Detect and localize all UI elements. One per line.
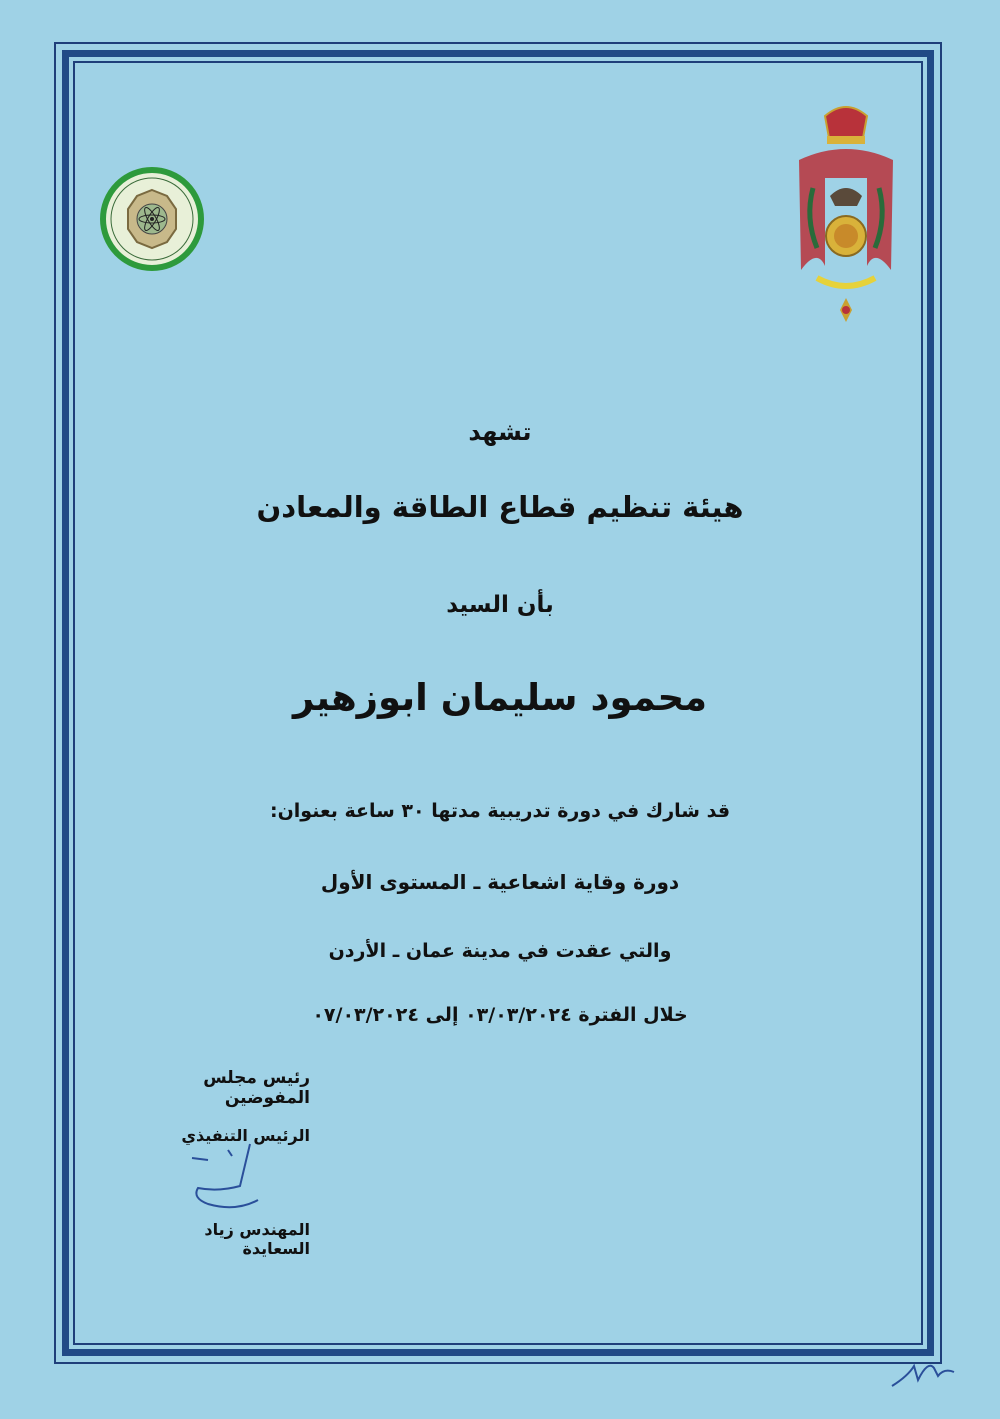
- emrc-logo: [100, 108, 204, 330]
- participation-text: قد شارك في دورة تدريبية مدتها ٣٠ ساعة بعنوان:: [269, 800, 731, 822]
- recipient-name: محمود سليمان ابوزهير: [292, 676, 708, 719]
- organization-name: هيئة تنظيم قطاع الطاقة والمعادن: [256, 490, 744, 524]
- period-text: خلال الفترة ٠٣/٠٣/٢٠٢٤ إلى ٠٧/٠٣/٢٠٢٤: [312, 1004, 688, 1026]
- handwritten-signature: [188, 1140, 278, 1230]
- mr-label: بأن السيد: [446, 592, 554, 618]
- signatory-title-block: [140, 1068, 310, 1145]
- held-location-text: والتي عقدت في مدينة عمان ـ الأردن: [328, 940, 672, 962]
- coat-of-arms-emblem: [795, 98, 897, 338]
- signatory-name: المهندس زياد السعايدة: [204, 1220, 310, 1258]
- certifies-label: تشهد: [468, 418, 532, 446]
- signatory-title-1: رئيس مجلس المفوضين: [203, 1068, 310, 1108]
- course-title: دورة وقاية اشعاعية ـ المستوى الأول: [320, 870, 680, 894]
- signatory-title-2: الرئيس التنفيذي: [181, 1126, 310, 1145]
- corner-initials: [888, 1346, 958, 1394]
